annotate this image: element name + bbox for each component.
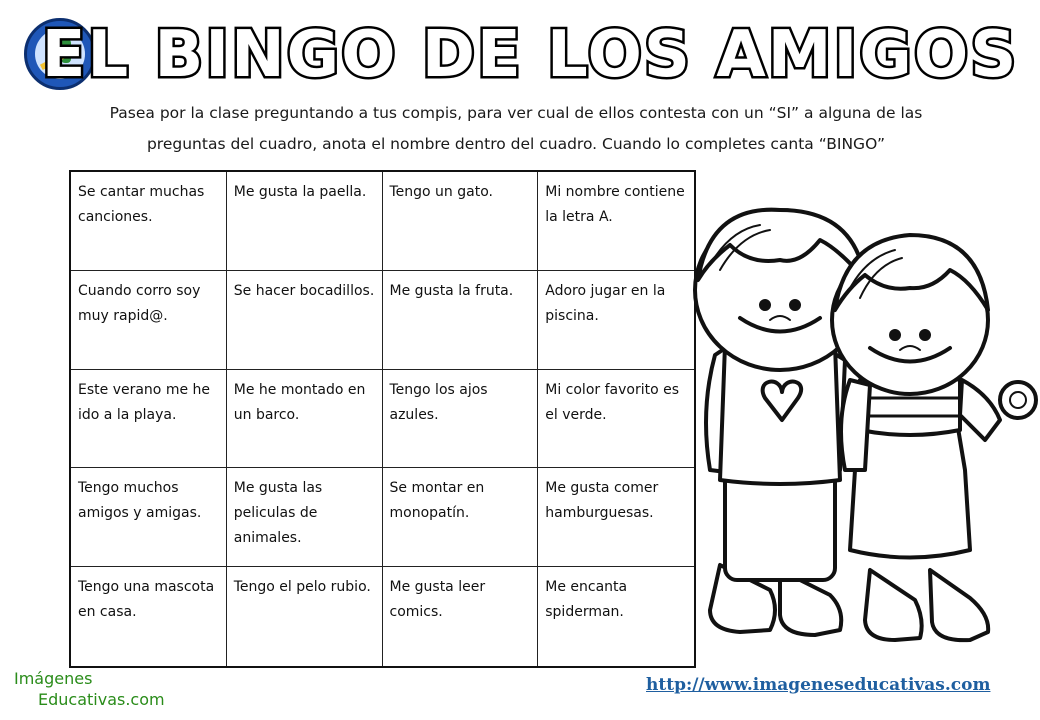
bingo-cell[interactable]: Mi nombre contiene la letra A. — [538, 172, 694, 271]
instructions-line: preguntas del cuadro, anota el nombre dentro del cuadro. Cuando lo completes canta “BINGO” — [146, 135, 886, 153]
brand-line: Imágenes — [14, 669, 93, 688]
bingo-cell[interactable]: Cuando corro soy muy rapid@. — [71, 271, 227, 370]
bingo-cell[interactable]: Me gusta las peliculas de animales. — [227, 468, 383, 567]
bingo-cell[interactable]: Este verano me he ido a la playa. — [71, 370, 227, 469]
bingo-cell[interactable]: Adoro jugar en la piscina. — [538, 271, 694, 370]
brand-line: Educativas.com — [38, 690, 165, 709]
bingo-cell[interactable]: Me gusta comer hamburguesas. — [538, 468, 694, 567]
bingo-cell[interactable]: Tengo el pelo rubio. — [227, 567, 383, 666]
instructions-line: Pasea por la clase preguntando a tus compis, para ver cual de ellos contesta con un “SI” a alguna de las — [109, 104, 923, 122]
page-title — [41, 6, 1019, 96]
bingo-cell[interactable]: Se cantar muchas canciones. — [71, 172, 227, 271]
instructions — [60, 98, 972, 160]
bingo-cell[interactable]: Me he montado en un barco. — [227, 370, 383, 469]
page-title-text: EL BINGO DE LOS AMIGOS — [41, 18, 1019, 92]
bingo-cell[interactable]: Tengo una mascota en casa. — [71, 567, 227, 666]
bingo-cell[interactable]: Tengo muchos amigos y amigas. — [71, 468, 227, 567]
bingo-cell[interactable]: Se hacer bocadillos. — [227, 271, 383, 370]
bingo-cell[interactable]: Tengo los ajos azules. — [383, 370, 539, 469]
bingo-cell[interactable]: Mi color favorito es el verde. — [538, 370, 694, 469]
bingo-grid — [69, 170, 696, 668]
brand-logo — [14, 668, 214, 716]
bingo-cell[interactable]: Me gusta la fruta. — [383, 271, 539, 370]
bingo-cell[interactable]: Se montar en monopatín. — [383, 468, 539, 567]
website-link[interactable]: http://www.imageneseducativas.com — [646, 675, 991, 695]
bingo-cell[interactable]: Me encanta spiderman. — [545, 579, 628, 621]
kids-illustration — [670, 170, 1040, 660]
bingo-cell[interactable]: Me gusta leer comics. — [383, 567, 539, 666]
girl-figure — [832, 235, 1036, 640]
bingo-cell[interactable]: Tengo un gato. — [383, 172, 539, 271]
bingo-cell[interactable]: Me gusta la paella. — [227, 172, 383, 271]
